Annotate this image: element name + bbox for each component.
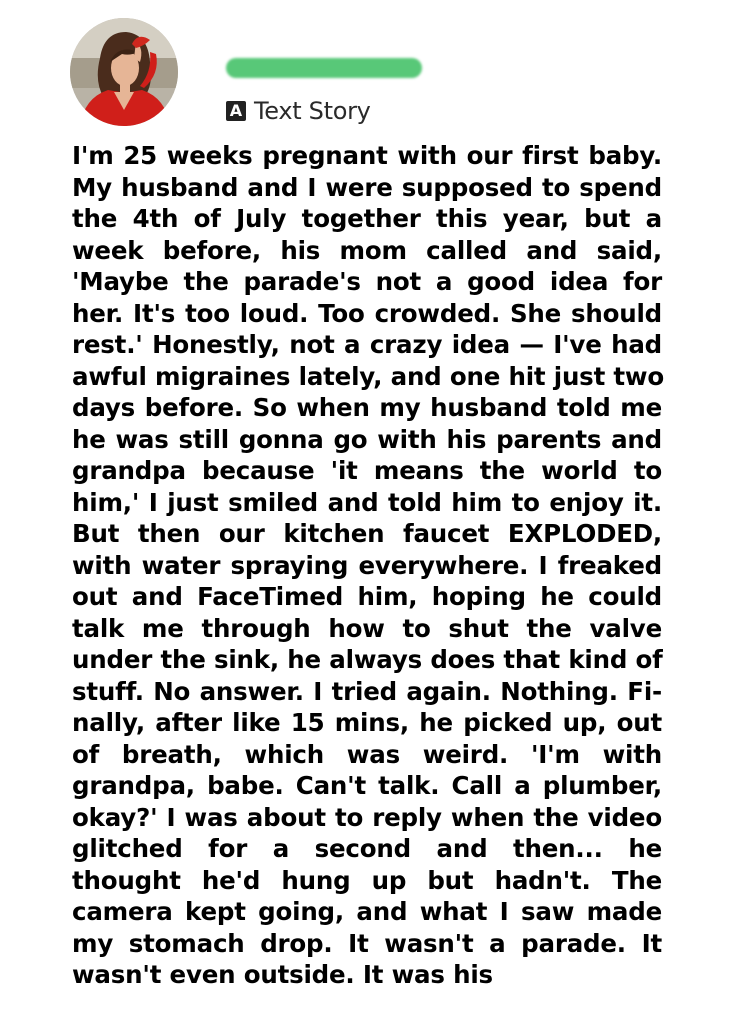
story-line: her. It's too loud. Too crowded. She should [72,298,662,328]
story-line: out and FaceTimed him, hoping he could [72,582,662,611]
story-line: rest.' Honestly, not a crazy idea — I've had [72,330,662,359]
story-line: okay?' I was about to reply when the video [72,802,662,832]
story-line: grandpa, babe. Can't talk. Call a plumber, [72,771,662,800]
story-line: talk me through how to shut the valve [72,613,662,643]
story-line: stuff. No answer. I tried again. Nothing. Fi- [72,676,662,706]
story-line: with water spraying everywhere. I freaked [72,550,662,580]
story-line: camera kept going, and what I saw made [72,897,662,926]
story-type-tag [226,94,371,128]
story-line: awful migraines lately, and one hit just two [72,361,664,391]
redacted-username [226,58,422,78]
story-line: glitched for a second and then... he [72,834,662,863]
story-line: But then our kitchen faucet EXPLODED, [72,519,662,548]
story-line: the 4th of July together this year, but a [72,204,662,233]
story-line: days before. So when my husband told me [72,393,662,422]
story-line: nally, after like 15 mins, he picked up, out [72,708,662,737]
story-line: my stomach drop. It wasn't a parade. It [72,928,662,958]
story-line: he was still gonna go with his parents and [72,424,662,454]
story-line: 'Maybe the parade's not a good idea for [72,267,662,296]
text-story-icon: A [226,101,246,121]
post-header [0,0,730,140]
story-line: My husband and I were supposed to spend [72,172,662,202]
author-avatar[interactable] [70,18,178,126]
story-line: thought he'd hung up but hadn't. The [72,865,662,895]
story-type-label: Text Story [254,97,371,125]
story-line: wasn't even outside. It was his [72,960,493,989]
story-line: him,' I just smiled and told him to enjoy it. [72,487,662,517]
story-line: under the sink, he always does that kind of [72,645,663,674]
story-line: I'm 25 weeks pregnant with our first baby. [72,141,662,170]
story-line: week before, his mom called and said, [72,235,662,265]
story-line: grandpa because 'it means the world to [72,456,662,485]
author-photo [70,18,178,126]
story-text [72,140,662,991]
story-line: of breath, which was weird. 'I'm with [72,739,662,769]
